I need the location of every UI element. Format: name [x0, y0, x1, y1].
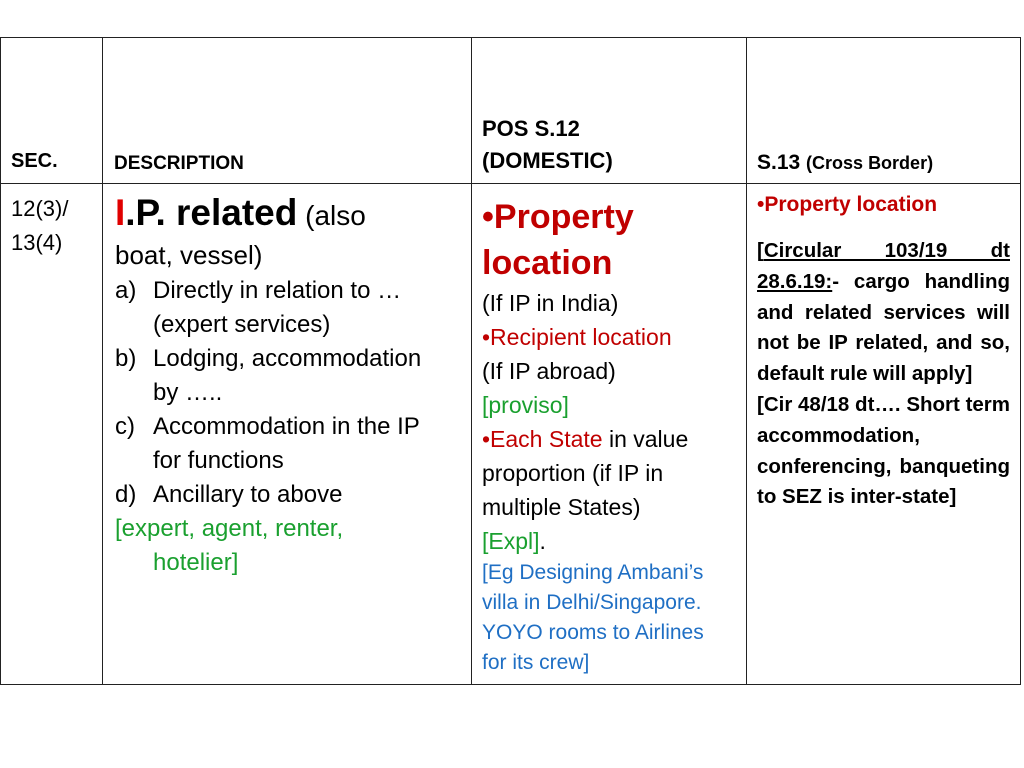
- header-pos-domestic: [472, 38, 747, 184]
- pos-example-line: YOYO rooms to Airlines: [482, 621, 704, 644]
- list-item-text: Lodging, accommodation: [153, 345, 422, 372]
- data-row-ip-related: [1, 184, 1021, 685]
- description-list: [115, 274, 465, 512]
- pos-if-abroad: (If IP abroad): [482, 358, 616, 384]
- pos-expl-dot: .: [539, 528, 546, 554]
- section-number-line1: 12(3)/: [11, 196, 69, 221]
- description-title-line2: boat, vessel): [115, 240, 263, 270]
- section-number-line2: 13(4): [11, 230, 63, 255]
- pos-property-line1: [482, 194, 738, 240]
- header-sec: SEC.: [1, 38, 103, 184]
- pos-each-state: •Each State: [482, 426, 603, 452]
- pos-recipient-location: •Recipient location: [482, 324, 672, 350]
- pos-example-line: villa in Delhi/Singapore.: [482, 591, 702, 614]
- pos-proportion: proportion (if IP in: [482, 460, 664, 486]
- s13-bracket: [: [757, 239, 764, 262]
- list-item: [115, 478, 465, 512]
- list-marker: d): [115, 481, 137, 508]
- s13-circular-48: [Cir 48/18 dt…. Short term accommodation, conferencing, banqueting to SEZ is inter-state]: [757, 392, 1010, 509]
- list-item: [115, 274, 465, 342]
- list-item: [115, 410, 465, 478]
- pos-if-india: (If IP in India): [482, 290, 619, 316]
- description-note-line2: hotelier]: [153, 549, 239, 576]
- header-s13-sub: (Cross Border): [806, 153, 934, 173]
- bullet-icon: •: [482, 198, 494, 236]
- pos-property-text: Property: [493, 198, 634, 236]
- pos-each-state-line: [482, 422, 738, 456]
- s13-cross-border-cell: [747, 184, 1021, 685]
- pos-property-line2: location: [482, 244, 613, 282]
- bullet-icon: •: [757, 193, 765, 216]
- pos-domestic-cell: [472, 184, 747, 685]
- list-item-text: Ancillary to above: [153, 481, 343, 508]
- list-marker: b): [115, 345, 137, 372]
- pos-expl-line: [482, 524, 738, 558]
- list-item-text: (expert services): [153, 311, 331, 338]
- pos-in-value: in value: [602, 426, 689, 452]
- header-row: [1, 38, 1021, 184]
- description-title: [115, 192, 465, 234]
- title-paren: (also: [297, 200, 366, 231]
- list-item-text: for functions: [153, 447, 284, 474]
- list-marker: c): [115, 413, 135, 440]
- s13-circular-text: - cargo handling and related services will not be IP related, and so, default rule will apply]: [757, 269, 1010, 386]
- header-pos-line2: (DOMESTIC): [482, 148, 613, 173]
- list-item-text: Directly in relation to …: [153, 277, 402, 304]
- gst-ip-services-table: [0, 37, 1021, 685]
- list-item-text: by …..: [153, 379, 223, 406]
- header-description: DESCRIPTION: [103, 38, 472, 184]
- list-marker: a): [115, 277, 137, 304]
- s13-circular-ref: Circular 103/19 dt 28.6.19:: [757, 239, 1010, 293]
- list-item: [115, 342, 465, 410]
- header-pos-line1: POS S.12: [482, 116, 580, 141]
- pos-proviso: [proviso]: [482, 392, 569, 418]
- s13-circular-103: [757, 236, 1010, 390]
- s13-property-location-text: Property location: [764, 193, 938, 216]
- description-cell: [103, 184, 472, 685]
- pos-example-line: for its crew]: [482, 651, 590, 674]
- list-item-text: Accommodation in the IP: [153, 413, 420, 440]
- title-letter: I: [115, 192, 126, 233]
- title-rest: .P. related: [125, 192, 298, 233]
- s13-property-location: [757, 192, 1010, 218]
- pos-expl: [Expl]: [482, 528, 540, 554]
- pos-multiple-states: multiple States): [482, 494, 641, 520]
- description-note-line1: [expert, agent, renter,: [115, 515, 344, 542]
- pos-example-line: [Eg Designing Ambani’s: [482, 561, 704, 584]
- section-number-cell: [1, 184, 103, 685]
- header-s13-cross-border: [747, 38, 1021, 184]
- header-s13-main: S.13: [757, 151, 801, 174]
